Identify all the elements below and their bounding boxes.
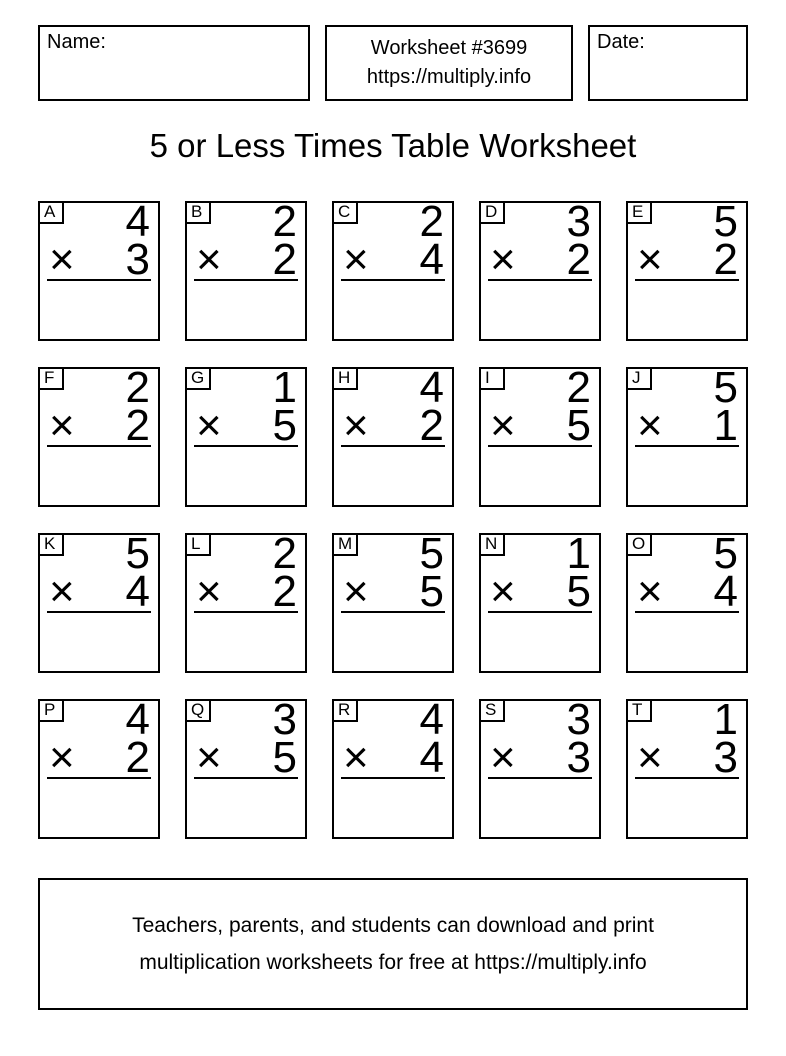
answer-line <box>341 611 445 613</box>
times-icon: × <box>196 567 222 616</box>
multiplier: 4 <box>419 235 444 284</box>
multiplicand: 4 <box>125 197 150 246</box>
multiplier: 5 <box>566 567 591 616</box>
times-icon: × <box>343 401 369 450</box>
multiplicand: 1 <box>566 529 591 578</box>
multiplicand: 5 <box>713 363 738 412</box>
times-icon: × <box>637 567 663 616</box>
footer-line-1: Teachers, parents, and students can download and print <box>132 914 654 937</box>
problem-label: R <box>332 699 358 722</box>
problem-label: D <box>479 201 505 224</box>
footer-notice-box <box>38 878 748 1010</box>
answer-line <box>194 777 298 779</box>
answer-line <box>194 611 298 613</box>
problems-grid <box>38 197 748 839</box>
date-label: Date: <box>597 31 645 53</box>
answer-line <box>488 279 592 281</box>
problem-label: K <box>38 533 64 556</box>
problem-label: B <box>185 201 211 224</box>
answer-line <box>47 777 151 779</box>
multiplicand: 4 <box>125 695 150 744</box>
multiplicand: 1 <box>713 695 738 744</box>
multiplicand: 2 <box>566 363 591 412</box>
times-icon: × <box>490 235 516 284</box>
problem-label: Q <box>185 699 211 722</box>
problem-box-d <box>479 197 601 341</box>
answer-line <box>635 611 739 613</box>
multiplier: 4 <box>125 567 150 616</box>
multiplicand: 3 <box>566 197 591 246</box>
times-icon: × <box>49 733 75 782</box>
multiplier: 3 <box>125 235 150 284</box>
multiplicand: 2 <box>125 363 150 412</box>
times-icon: × <box>196 401 222 450</box>
problem-box-i <box>479 363 601 507</box>
multiplier: 2 <box>713 235 738 284</box>
answer-line <box>635 445 739 447</box>
problem-box-b <box>185 197 307 341</box>
times-icon: × <box>49 401 75 450</box>
multiplier: 5 <box>272 733 297 782</box>
times-icon: × <box>490 567 516 616</box>
worksheet-url: https://multiply.info <box>366 66 532 88</box>
date-field-box <box>588 25 748 101</box>
multiplicand: 5 <box>419 529 444 578</box>
worksheet-info-box <box>325 25 573 101</box>
multiplier: 2 <box>125 733 150 782</box>
times-icon: × <box>196 235 222 284</box>
problem-box-c <box>332 197 454 341</box>
page-title: 5 or Less Times Table Worksheet <box>149 127 637 164</box>
problem-box-t <box>626 695 748 839</box>
problem-box-n <box>479 529 601 673</box>
multiplicand: 3 <box>566 695 591 744</box>
problem-label: N <box>479 533 505 556</box>
answer-line <box>47 611 151 613</box>
problem-box-r <box>332 695 454 839</box>
times-icon: × <box>637 235 663 284</box>
name-label: Name: <box>47 31 106 53</box>
problem-label: T <box>626 699 652 722</box>
problem-box-g <box>185 363 307 507</box>
multiplicand: 3 <box>272 695 297 744</box>
multiplicand: 4 <box>419 695 444 744</box>
worksheet-number: Worksheet #3699 <box>370 37 528 59</box>
times-icon: × <box>49 567 75 616</box>
multiplicand: 2 <box>272 529 297 578</box>
multiplicand: 4 <box>419 363 444 412</box>
multiplier: 5 <box>272 401 297 450</box>
problem-label: H <box>332 367 358 390</box>
answer-line <box>194 279 298 281</box>
multiplier: 2 <box>272 235 297 284</box>
problem-box-k <box>38 529 160 673</box>
multiplicand: 5 <box>713 529 738 578</box>
problem-label: M <box>332 533 358 556</box>
multiplicand: 5 <box>125 529 150 578</box>
multiplier: 2 <box>566 235 591 284</box>
problem-label: A <box>38 201 64 224</box>
multiplier: 2 <box>419 401 444 450</box>
answer-line <box>488 611 592 613</box>
problem-label: O <box>626 533 652 556</box>
multiplicand: 1 <box>272 363 297 412</box>
problem-box-a <box>38 197 160 341</box>
multiplier: 1 <box>713 401 738 450</box>
times-icon: × <box>196 733 222 782</box>
answer-line <box>488 777 592 779</box>
multiplicand: 2 <box>272 197 297 246</box>
problem-box-f <box>38 363 160 507</box>
times-icon: × <box>637 733 663 782</box>
times-icon: × <box>490 733 516 782</box>
answer-line <box>341 445 445 447</box>
problem-box-s <box>479 695 601 839</box>
multiplier: 4 <box>713 567 738 616</box>
problem-label: C <box>332 201 358 224</box>
problem-box-l <box>185 529 307 673</box>
multiplier: 2 <box>272 567 297 616</box>
problem-box-p <box>38 695 160 839</box>
times-icon: × <box>343 733 369 782</box>
answer-line <box>194 445 298 447</box>
problem-label: P <box>38 699 64 722</box>
multiplicand: 2 <box>419 197 444 246</box>
problem-box-o <box>626 529 748 673</box>
problem-label: I <box>479 367 505 390</box>
problem-label: G <box>185 367 211 390</box>
multiplier: 3 <box>713 733 738 782</box>
times-icon: × <box>49 235 75 284</box>
multiplier: 3 <box>566 733 591 782</box>
footer-line-2: multiplication worksheets for free at https://multiply.info <box>139 951 647 974</box>
multiplier: 2 <box>125 401 150 450</box>
multiplicand: 5 <box>713 197 738 246</box>
problem-label: F <box>38 367 64 390</box>
multiplier: 4 <box>419 733 444 782</box>
answer-line <box>47 445 151 447</box>
problem-box-e <box>626 197 748 341</box>
problem-label: L <box>185 533 211 556</box>
problem-box-m <box>332 529 454 673</box>
name-field-box <box>38 25 310 101</box>
answer-line <box>47 279 151 281</box>
problem-label: S <box>479 699 505 722</box>
times-icon: × <box>343 235 369 284</box>
answer-line <box>635 777 739 779</box>
problem-box-h <box>332 363 454 507</box>
multiplier: 5 <box>566 401 591 450</box>
problem-box-q <box>185 695 307 839</box>
times-icon: × <box>490 401 516 450</box>
problem-box-j <box>626 363 748 507</box>
times-icon: × <box>343 567 369 616</box>
times-icon: × <box>637 401 663 450</box>
multiplier: 5 <box>419 567 444 616</box>
problem-label: E <box>626 201 652 224</box>
answer-line <box>488 445 592 447</box>
answer-line <box>341 279 445 281</box>
answer-line <box>341 777 445 779</box>
problem-label: J <box>626 367 652 390</box>
answer-line <box>635 279 739 281</box>
